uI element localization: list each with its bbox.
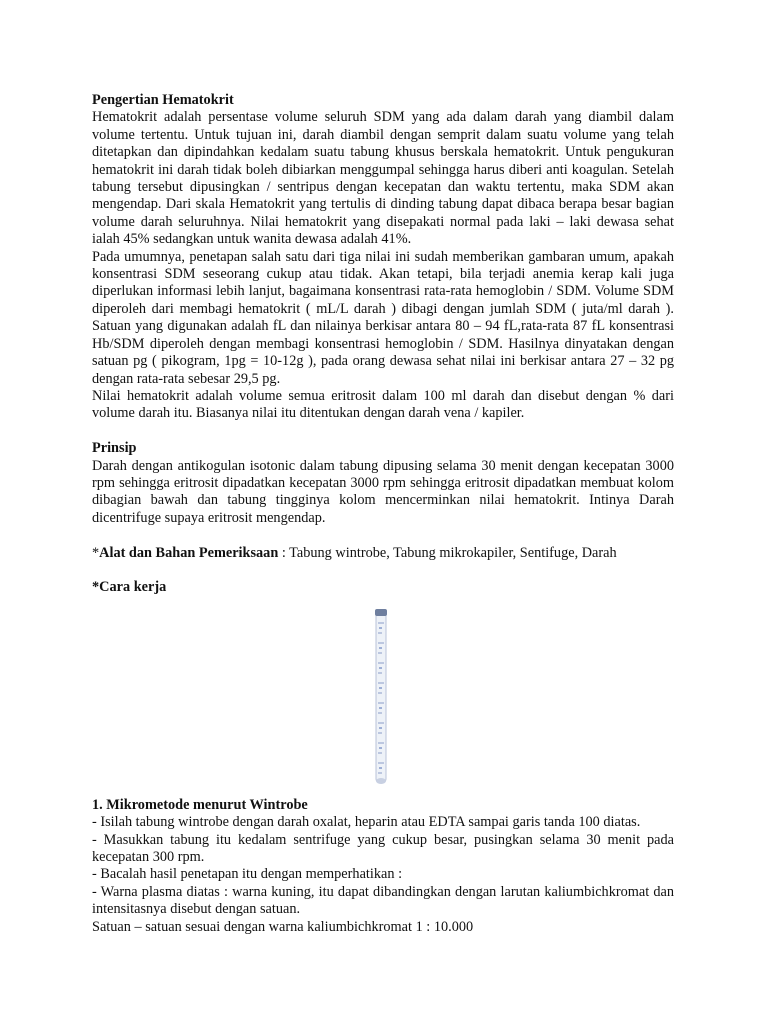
paragraph: Hematokrit adalah persentase volume seluruh SDM yang ada dalam darah yang diambil dalam volume tertentu. Untuk tujuan ini, darah diambil dengan semprit dalam suatu volume yang telah ditetapkan dan dipindahkan kedalam suatu tabung khusus berskala hematokrit. Untuk pengukuran hematokrit ini darah tidak boleh dibiarkan menggumpal sehingga harus diberi anti koagulan. Setelah tabung tersebut dipusingkan / sentripus dengan kecepatan dan waktu tertentu, maka SDM akan mengendap. Dari skala Hematokrit yang tertulis di dinding tabung dapat dibaca berapa besar bagian volume darah seluruhnya. Nilai hematokrit yang disepakati normal pada laki – laki dewasa sehat ialah 45% sedangkan untuk wanita dewasa adalah 41%.	[92, 109, 674, 248]
paragraph: Pada umumnya, penetapan salah satu dari tiga nilai ini sudah memberikan gambaran umum, apakah konsentrasi SDM seseorang cukup atau tidak. Akan tetapi, bila terjadi anemia kerap kali juga diperlukan informasi lebih lanjut, bagaimana konsentrasi rata-rata hemoglobin / SDM. Volume SDM diperoleh dari membagi hematokrit ( mL/L darah ) dibagi dengan jumlah SDM ( juta/ml darah ). Satuan yang digunakan adalah fL dan nilainya berkisar antara 80 – 94 fL,rata-rata 87 fL konsentrasi Hb/SDM diperoleh dengan membagi konsentrasi hemoglobin / SDM. Hasilnya dinyatakan dengan satuan pg ( pikogram, 1pg = 10-12g ), pada orang dewasa sehat nilai ini berkisar antara 27 – 32 pg dengan rata-rata sebesar 29,5 pg.	[92, 248, 674, 387]
method-title-wintrobe: 1. Mikrometode menurut Wintrobe	[92, 796, 308, 813]
paragraph: Darah dengan antikogulan isotonic dalam tabung dipusing selama 30 menit dengan kecepatan 3000 rpm sehingga eritrosit dipadatkan kecepatan 3000 rpm sehingga eritrosit dipadatkan membuat kolom dibagian bawah dan tabung tingginya kolom mencerminkan nilai hematokrit. Intinya Darah dicentrifuge supaya eritrosit mengendap.	[92, 457, 674, 526]
wintrobe-tube-image	[372, 609, 390, 787]
alat-bahan-line	[92, 545, 674, 562]
section-title-prinsip: Prinsip	[92, 440, 137, 457]
spacer	[92, 527, 674, 544]
step-item: - Masukkan tabung itu kedalam sentrifuge yang cukup besar, pusingkan selama 30 menit pada kecepatan 300 rpm.	[92, 831, 674, 865]
step-item: - Warna plasma diatas : warna kuning, itu dapat dibandingkan dengan larutan kaliumbichkromat dan intensitasnya disebut dengan satuan.	[92, 883, 674, 918]
figure-wintrobe-tube	[92, 597, 674, 797]
step-item: - Bacalah hasil penetapan itu dengan memperhatikan :	[92, 866, 403, 883]
step-item: - Isilah tabung wintrobe dengan darah oxalat, heparin atau EDTA sampai garis tanda 100 diatas.	[92, 814, 641, 831]
cara-kerja-title: *Cara kerja	[92, 579, 167, 596]
alat-prefix: *	[92, 544, 100, 561]
paragraph: Nilai hematokrit adalah volume semua eritrosit dalam 100 ml darah dan disebut dengan % dari volume darah itu. Biasanya nilai itu ditentukan dengan darah vena / kapiler.	[92, 387, 674, 422]
step-item: Satuan – satuan sesuai dengan warna kaliumbichkromat 1 : 10.000	[92, 918, 474, 935]
spacer	[92, 423, 674, 440]
spacer	[92, 562, 674, 579]
alat-text: : Tabung wintrobe, Tabung mikrokapiler, Sentifuge, Darah	[278, 544, 617, 561]
alat-label: Alat dan Bahan Pemeriksaan	[99, 544, 279, 561]
document-content	[92, 92, 674, 936]
section-title-hematokrit: Pengertian Hematokrit	[92, 92, 234, 108]
